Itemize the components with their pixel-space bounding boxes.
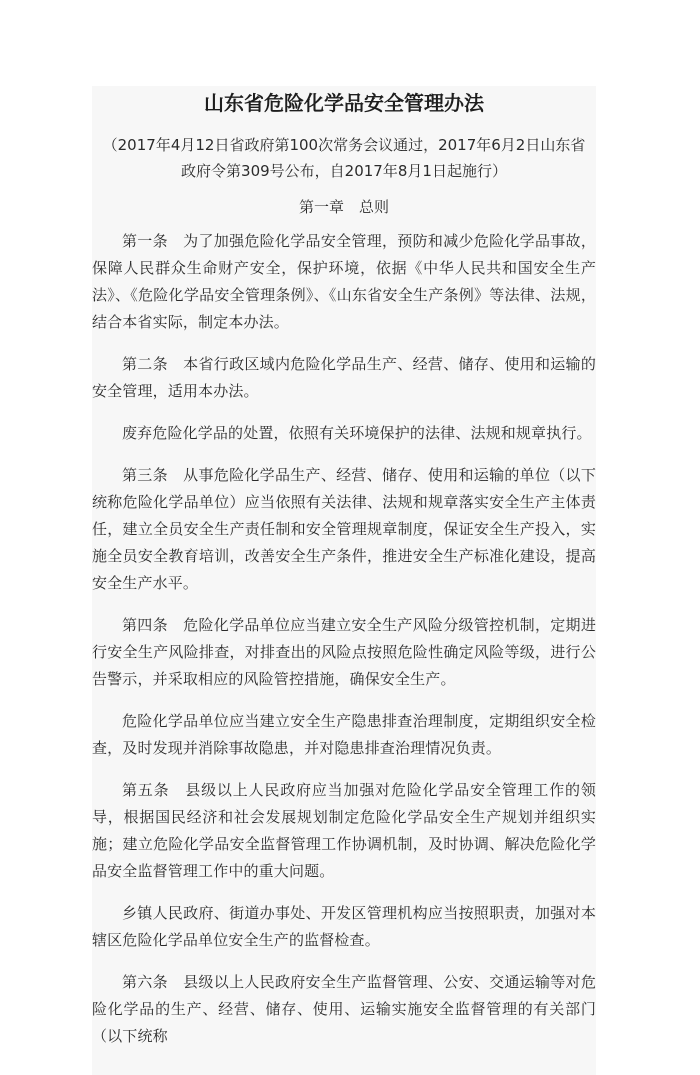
chapter-heading: 第一章 总则 — [298, 198, 389, 216]
article-4-sub-paragraph: 危险化学品单位应当建立安全生产隐患排查治理制度，定期组织安全检查，及时发现并消除事故隐患，并对隐患排查治理情况负责。 — [92, 712, 596, 757]
article-1-paragraph: 第一条 为了加强危险化学品安全管理，预防和减少危险化学品事故，保障人民群众生命财产安全，保护环境，依据《中华人民共和国安全生产法》、《危险化学品安全管理条例》、《山东省安全生产条例》等法律、法规，结合本省实际，制定本办法。 — [92, 232, 596, 331]
document-subtitle: （2017年4月12日省政府第100次常务会议通过，2017年6月2日山东省政府令第309号公布，自2017年8月1日起施行） — [102, 136, 586, 180]
article-5-paragraph: 第五条 县级以上人民政府应当加强对危险化学品安全管理工作的领导，根据国民经济和社会发展规划制定危险化学品安全生产规划并组织实施；建立危险化学品安全监督管理工作协调机制，及时协调、解决危险化学品安全监督管理工作中的重大问题。 — [92, 781, 596, 880]
document-body — [92, 86, 596, 1075]
article-2-paragraph: 第二条 本省行政区域内危险化学品生产、经营、储存、使用和运输的安全管理，适用本办法。 — [92, 355, 596, 400]
document-title: 山东省危险化学品安全管理办法 — [204, 91, 484, 115]
article-3-paragraph: 第三条 从事危险化学品生产、经营、储存、使用和运输的单位（以下统称危险化学品单位）应当依照有关法律、法规和规章落实安全生产主体责任，建立全员安全生产责任制和安全管理规章制度，保证安全生产投入，实施全员安全教育培训，改善安全生产条件，推进安全生产标准化建设，提高安全生产水平。 — [92, 466, 596, 592]
article-5-sub-paragraph: 乡镇人民政府、街道办事处、开发区管理机构应当按照职责，加强对本辖区危险化学品单位安全生产的监督检查。 — [92, 904, 596, 949]
article-4-paragraph: 第四条 危险化学品单位应当建立安全生产风险分级管控机制，定期进行安全生产风险排查，对排查出的风险点按照危险性确定风险等级，进行公告警示，并采取相应的风险管控措施，确保安全生产。 — [92, 616, 596, 688]
article-6-paragraph: 第六条 县级以上人民政府安全生产监督管理、公安、交通运输等对危险化学品的生产、经营、储存、使用、运输实施安全监督管理的有关部门（以下统称 — [92, 973, 596, 1045]
article-2-sub-paragraph: 废弃危险化学品的处置，依照有关环境保护的法律、法规和规章执行。 — [122, 424, 592, 442]
